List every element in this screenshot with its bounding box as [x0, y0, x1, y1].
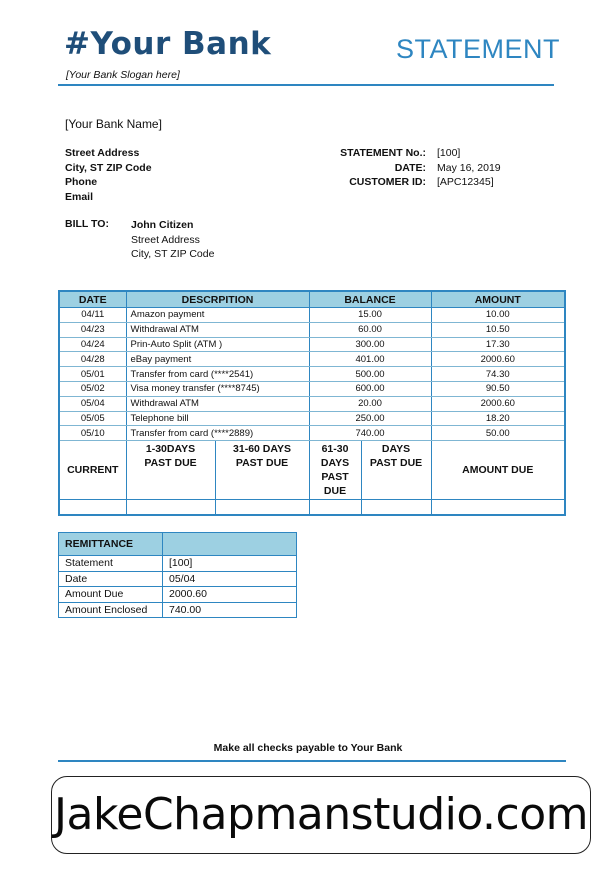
cell-description: Transfer from card (****2541) — [126, 367, 309, 382]
table-row — [59, 322, 565, 337]
cell-amount: 50.00 — [431, 426, 565, 441]
col-header-amount: AMOUNT — [431, 291, 565, 308]
transactions-body — [59, 308, 565, 441]
cell-date: 05/01 — [59, 367, 126, 382]
bill-to-city: City, ST ZIP Code — [131, 248, 215, 260]
remittance-row — [59, 556, 297, 572]
cell-date: 04/28 — [59, 352, 126, 367]
customer-id-label: CUSTOMER ID: — [349, 176, 426, 188]
cell-date: 04/23 — [59, 322, 126, 337]
table-row — [59, 426, 565, 441]
cell-description: Transfer from card (****2889) — [126, 426, 309, 441]
table-row — [59, 411, 565, 426]
aging-31-60-line1: 31-60 DAYS — [233, 443, 291, 456]
statement-meta-labels — [300, 146, 426, 190]
aging-1-30-line1: 1-30DAYS — [145, 443, 196, 456]
cell-date: 05/02 — [59, 381, 126, 396]
payable-note: Make all checks payable to Your Bank — [213, 742, 403, 754]
remittance-label: Amount Enclosed — [59, 602, 163, 618]
aging-amount-due: AMOUNT DUE — [431, 441, 565, 500]
aging-days-value — [361, 500, 431, 516]
customer-id-value: [APC12345] — [437, 176, 494, 188]
aging-61-line1: 61-30 — [321, 443, 349, 456]
cell-balance: 740.00 — [309, 426, 431, 441]
cell-balance: 500.00 — [309, 367, 431, 382]
cell-balance: 15.00 — [309, 308, 431, 323]
document-title: STATEMENT — [396, 34, 560, 64]
aging-61-line4: DUE — [323, 485, 347, 498]
bank-email: Email — [65, 190, 94, 203]
remittance-label: Amount Due — [59, 587, 163, 603]
table-row — [59, 352, 565, 367]
date-label: DATE: — [394, 161, 426, 174]
cell-amount: 2000.60 — [431, 352, 565, 367]
cell-balance: 600.00 — [309, 381, 431, 396]
table-row — [59, 381, 565, 396]
cell-amount: 17.30 — [431, 337, 565, 352]
remittance-body — [59, 556, 297, 618]
cell-description: Prin-Auto Split (ATM ) — [126, 337, 309, 352]
bank-city: City, ST ZIP Code — [65, 161, 152, 174]
aging-31-60-line2: PAST DUE — [235, 457, 289, 470]
aging-days-line1: DAYS — [381, 443, 411, 456]
footer-divider — [58, 760, 566, 762]
remittance-title: REMITTANCE — [59, 533, 163, 556]
aging-current-value — [59, 500, 126, 516]
aging-1-30 — [126, 441, 215, 500]
cell-balance: 300.00 — [309, 337, 431, 352]
aging-values-row — [59, 500, 565, 516]
remittance-row — [59, 602, 297, 618]
aging-61-line2: DAYS — [320, 457, 350, 470]
date-value: May 16, 2019 — [437, 161, 501, 174]
remittance-value: [100] — [163, 556, 297, 572]
cell-description: Withdrawal ATM — [126, 396, 309, 411]
aging-1-30-line2: PAST DUE — [144, 457, 197, 470]
remittance-value: 2000.60 — [163, 587, 297, 603]
statement-no-value: [100] — [437, 147, 461, 159]
bill-to-block — [131, 218, 214, 262]
aging-1-30-value — [126, 500, 215, 516]
remittance-value: 05/04 — [163, 571, 297, 587]
remittance-header-blank — [163, 533, 297, 556]
aging-days-line2: PAST DUE — [369, 457, 423, 470]
aging-current: CURRENT — [59, 441, 126, 500]
cell-date: 05/10 — [59, 426, 126, 441]
cell-balance: 60.00 — [309, 322, 431, 337]
cell-date: 04/11 — [59, 308, 126, 323]
aging-31-60-value — [215, 500, 309, 516]
remittance-table — [58, 532, 297, 618]
remittance-header-row — [59, 533, 297, 556]
cell-date: 04/24 — [59, 337, 126, 352]
table-row — [59, 337, 565, 352]
cell-amount: 18.20 — [431, 411, 565, 426]
aging-61-line3: PAST — [321, 471, 349, 484]
col-header-date: DATE — [59, 291, 126, 308]
aging-61-value — [309, 500, 361, 516]
aging-61 — [309, 441, 361, 500]
cell-amount: 90.50 — [431, 381, 565, 396]
bank-logo: #Your Bank — [64, 26, 272, 62]
cell-amount: 2000.60 — [431, 396, 565, 411]
watermark-banner: JakeChapmanstudio.com — [51, 776, 591, 854]
cell-date: 05/05 — [59, 411, 126, 426]
remittance-value: 740.00 — [163, 602, 297, 618]
table-row — [59, 308, 565, 323]
cell-description: eBay payment — [126, 352, 309, 367]
table-row — [59, 396, 565, 411]
table-row — [59, 367, 565, 382]
cell-amount: 10.00 — [431, 308, 565, 323]
cell-amount: 74.30 — [431, 367, 565, 382]
aging-days — [361, 441, 431, 500]
bill-to-name: John Citizen — [131, 219, 194, 231]
bank-slogan: [Your Bank Slogan here] — [66, 69, 180, 81]
cell-balance: 20.00 — [309, 396, 431, 411]
cell-balance: 250.00 — [309, 411, 431, 426]
cell-description: Telephone bill — [126, 411, 309, 426]
cell-date: 05/04 — [59, 396, 126, 411]
bank-name: [Your Bank Name] — [65, 117, 162, 131]
cell-balance: 401.00 — [309, 352, 431, 367]
aging-31-60 — [215, 441, 309, 500]
bank-address-block — [65, 146, 152, 204]
cell-description: Withdrawal ATM — [126, 322, 309, 337]
cell-amount: 10.50 — [431, 322, 565, 337]
remittance-label: Statement — [59, 556, 163, 572]
bill-to-label: BILL TO: — [65, 218, 109, 230]
aging-amount-due-value — [431, 500, 565, 516]
header-divider — [58, 84, 554, 86]
statement-meta-values — [437, 146, 501, 190]
bank-street: Street Address — [65, 147, 140, 159]
statement-no-label: STATEMENT No.: — [340, 147, 426, 159]
bill-to-street: Street Address — [131, 233, 200, 246]
cell-description: Amazon payment — [126, 308, 309, 323]
aging-header-row — [59, 441, 565, 500]
transactions-table — [58, 290, 566, 516]
col-header-balance: BALANCE — [309, 291, 431, 308]
transactions-header-row — [59, 291, 565, 308]
cell-description: Visa money transfer (****8745) — [126, 381, 309, 396]
remittance-label: Date — [59, 571, 163, 587]
remittance-row — [59, 571, 297, 587]
bank-phone: Phone — [65, 176, 98, 188]
remittance-row — [59, 587, 297, 603]
col-header-description: DESCRPITION — [126, 291, 309, 308]
